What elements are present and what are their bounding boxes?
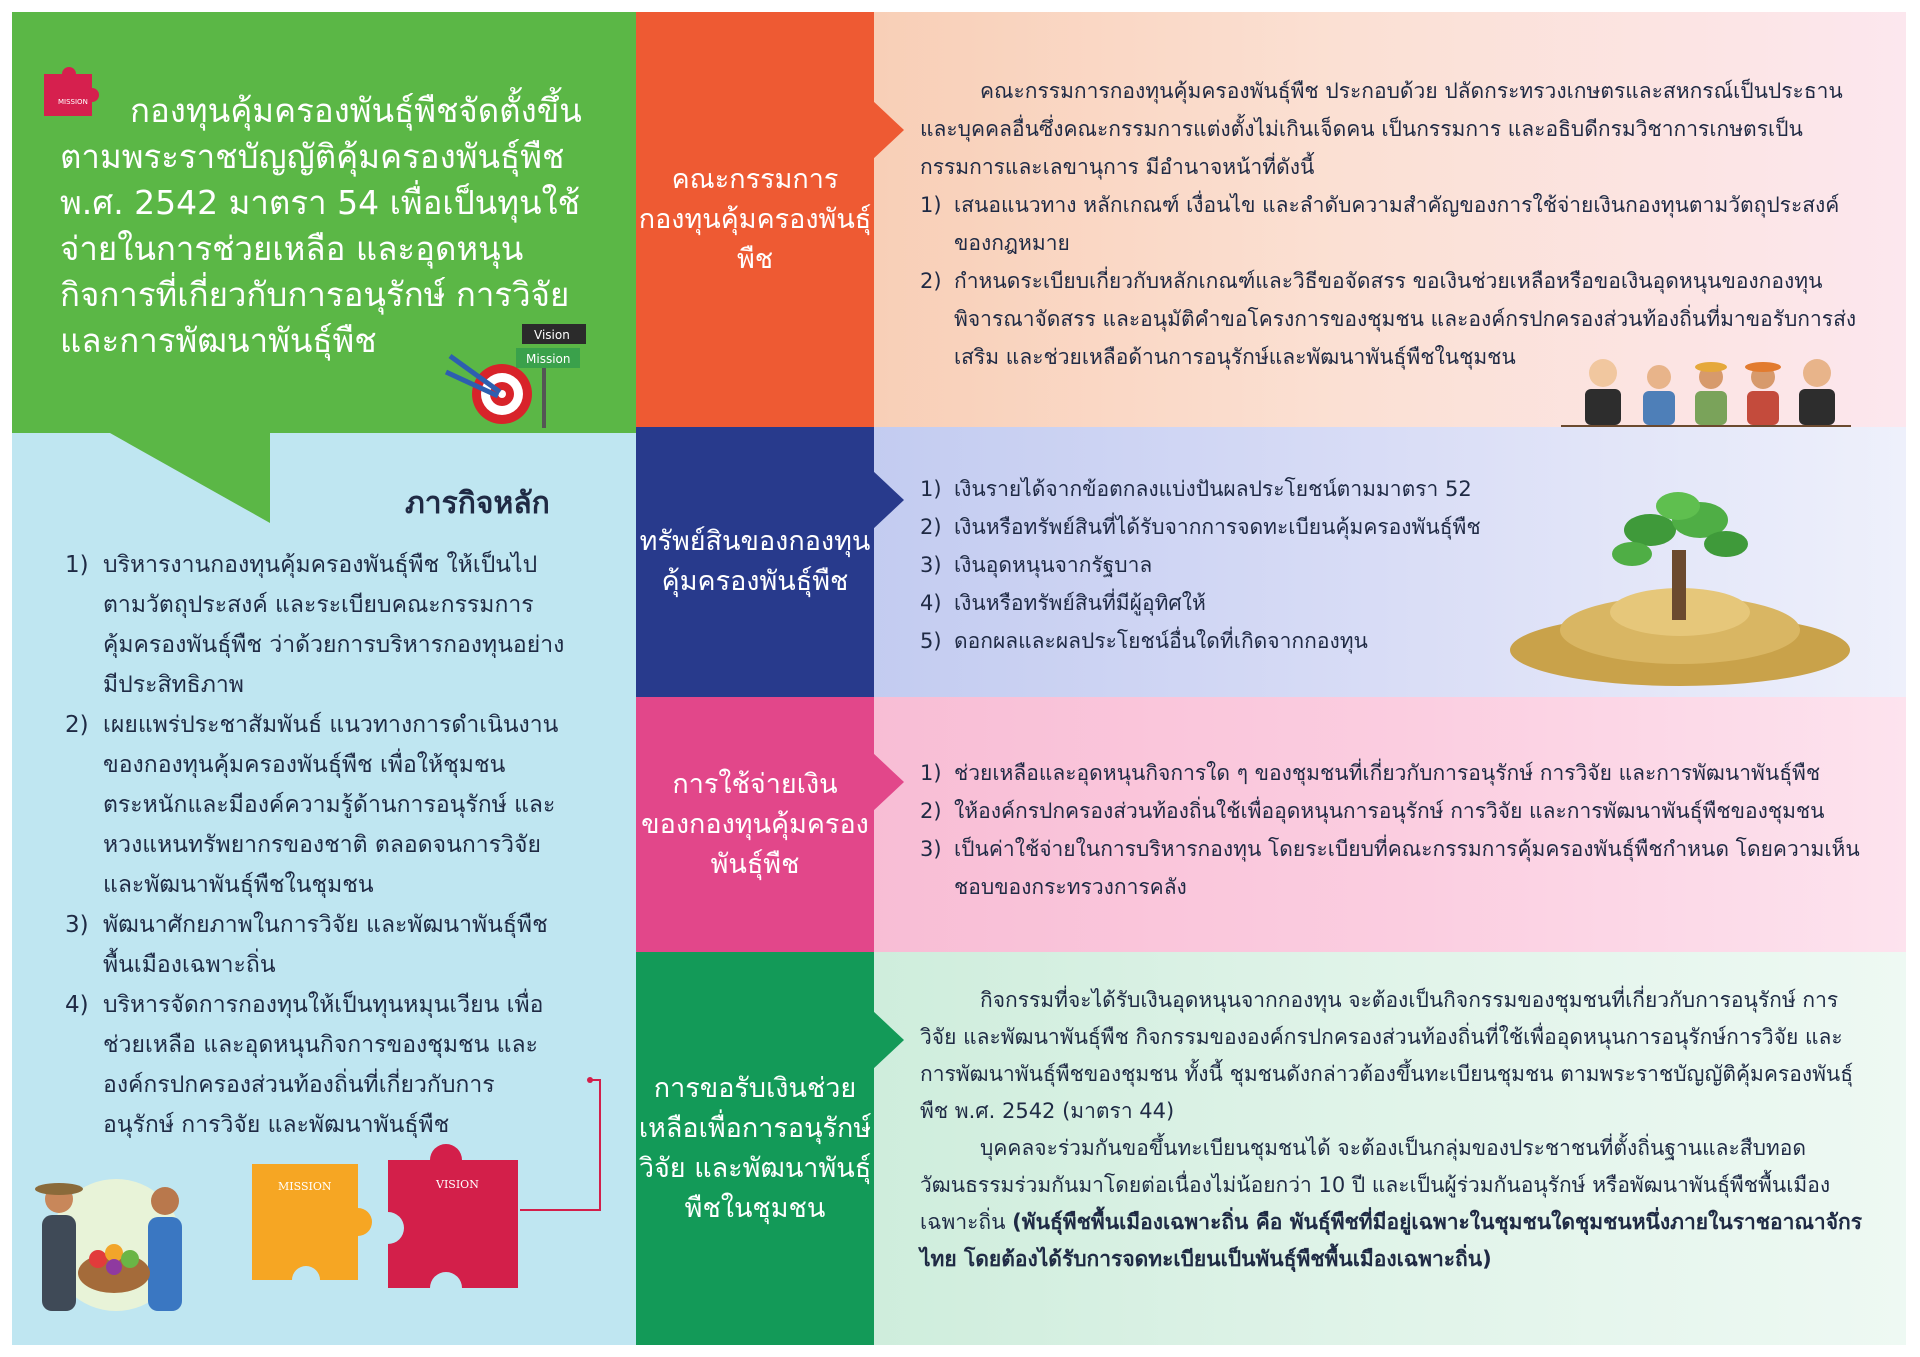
item-number: 4) — [920, 591, 942, 615]
committee-label: คณะกรรมการกองทุนคุ้มครองพันธุ์พืช — [636, 12, 874, 427]
item-number: 3) — [920, 837, 942, 861]
spending-list — [920, 754, 1865, 906]
item-text: ดอกผลและผลประโยชน์อื่นใดที่เกิดจากกองทุน — [954, 629, 1368, 653]
spending-content — [920, 754, 1865, 906]
item-text: ช่วยเหลือและอุดหนุนกิจการใด ๆ ของชุมชนที่เกี่ยวกับการอนุรักษ์ การวิจัย และการพัฒนาพันธุ์พืช — [954, 761, 1821, 785]
spending-label: การใช้จ่ายเงินของกองทุนคุ้มครองพันธุ์พืช — [636, 697, 874, 952]
committee-content — [920, 72, 1865, 376]
people-with-produce-illustration — [28, 1155, 198, 1315]
vision-puzzle-label: VISION — [436, 1178, 479, 1191]
local-variety-definition: (พันธุ์พืชพื้นเมืองเฉพาะถิ่น คือ พันธุ์พืชที่มีอยู่เฉพาะในชุมชนใดชุมชนหนึ่งภายในราชอาณาจักรไทย โดยต้องได้รับการจดทะเบียนเป็นพันธุ์พืชพื้นเมืองเฉพาะถิ่น) — [920, 1210, 1863, 1271]
item-number: 2) — [920, 269, 942, 293]
connector-line — [480, 1070, 610, 1220]
puzzle-small-label: MISSION — [58, 98, 88, 106]
item-number: 3) — [920, 553, 942, 577]
missions-list — [65, 545, 565, 1145]
item-text: เป็นค่าใช้จ่ายในการบริหารกองทุน โดยระเบียบที่คณะกรรมการคุ้มครองพันธุ์พืชกำหนด โดยความเห็นชอบของกระทรวงการคลัง — [954, 837, 1860, 899]
list-item — [65, 705, 565, 905]
request-label: การขอรับเงินช่วยเหลือเพื่อการอนุรักษ์ วิจัย และพัฒนาพันธุ์พืชในชุมชน — [636, 952, 874, 1345]
mission-sign: Mission — [526, 352, 571, 366]
intro-text: กองทุนคุ้มครองพันธุ์พืชจัดตั้งขึ้นตามพระราชบัญญัติคุ้มครองพันธุ์พืช พ.ศ. 2542 มาตรา 54 เพื่อเป็นทุนใช้จ่ายในการช่วยเหลือ และอุดหนุนกิจการที่เกี่ยวกับการอนุรักษ์ การวิจัย และการพัฒนาพันธุ์พืช — [60, 91, 582, 360]
request-paragraph-2-text: บุคคลจะร่วมกันขอขึ้นทะเบียนชุมชนได้ จะต้องเป็นกลุ่มของประชาชนที่ตั้งถิ่นฐานและสืบทอดวัฒนธรรมร่วมกันมาโดยต่อเนื่องไม่น้อยกว่า 10 ปี และเป็นผู้ร่วมกันอนุรักษ์ หรือพัฒนาพันธุ์พืชพื้นเมืองเฉพาะถิ่น — [920, 1136, 1831, 1234]
item-text: กำหนดระเบียบเกี่ยวกับหลักเกณฑ์และวิธีขอจัดสรร ขอเงินช่วยเหลือหรือขอเงินอุดหนุนของกองทุนพิจารณาจัดสรร และอนุมัติคำขอโครงการของชุมชน และองค์กรปกครองส่วนท้องถิ่นที่มาขอรับการส่งเสริม และช่วยเหลือด้านการอนุรักษ์และพัฒนาพันธุ์พืชในชุมชน — [954, 269, 1857, 369]
list-item — [920, 754, 1865, 792]
item-number: 1) — [65, 552, 89, 578]
item-text: เงินหรือทรัพย์สินที่ได้รับจากการจดทะเบียนคุ้มครองพันธุ์พืช — [954, 515, 1481, 539]
request-content — [920, 982, 1865, 1278]
item-text: เสนอแนวทาง หลักเกณฑ์ เงื่อนไข และลำดับความสำคัญของการใช้จ่ายเงินกองทุนตามวัตถุประสงค์ของกฎหมาย — [954, 193, 1840, 255]
request-paragraph-2 — [920, 1130, 1865, 1278]
target-dart-icon — [430, 320, 590, 430]
list-item — [65, 545, 565, 705]
item-number: 1) — [920, 193, 942, 217]
list-item — [920, 830, 1865, 906]
item-number: 1) — [920, 477, 942, 501]
item-number: 4) — [65, 992, 89, 1018]
vision-sign: Vision — [534, 328, 570, 342]
item-number: 2) — [920, 799, 942, 823]
assets-label: ทรัพย์สินของกองทุนคุ้มครองพันธุ์พืช — [636, 427, 874, 697]
item-text: เงินรายได้จากข้อตกลงแบ่งปันผลประโยชน์ตามมาตรา 52 — [954, 477, 1472, 501]
money-tree-coins-illustration — [1500, 490, 1860, 690]
item-text: บริหารงานกองทุนคุ้มครองพันธุ์พืช ให้เป็นไปตามวัตถุประสงค์ และระเบียบคณะกรรมการคุ้มครองพันธุ์พืช ว่าด้วยการบริหารกองทุนอย่างมีประสิทธิภาพ — [103, 552, 565, 698]
request-paragraph-1: กิจกรรมที่จะได้รับเงินอุดหนุนจากกองทุน จะต้องเป็นกิจกรรมของชุมชนที่เกี่ยวกับการอนุรักษ์ การวิจัย และพัฒนาพันธุ์พืช กิจกรรมขององค์กรปกครองส่วนท้องถิ่นที่ใช้เพื่ออุดหนุนการอนุรักษ์การวิจัย และการพัฒนาพันธุ์พืชของชุมชน ทั้งนี้ ชุมชนดังกล่าวต้องขึ้นทะเบียนชุมชน ตามพระราชบัญญัติคุ้มครองพันธุ์พืช พ.ศ. 2542 (มาตรา 44) — [920, 988, 1854, 1123]
list-item — [920, 186, 1865, 262]
item-number: 2) — [920, 515, 942, 539]
item-number: 2) — [65, 712, 89, 738]
item-text: เงินหรือทรัพย์สินที่มีผู้อุทิศให้ — [954, 591, 1206, 615]
item-text: เงินอุดหนุนจากรัฐบาล — [954, 553, 1153, 577]
item-number: 3) — [65, 912, 89, 938]
list-item — [920, 792, 1865, 830]
item-text: เผยแพร่ประชาสัมพันธ์ แนวทางการดำเนินงานของกองทุนคุ้มครองพันธุ์พืช เพื่อให้ชุมชนตระหนักและมีองค์ความรู้ด้านการอนุรักษ์ และหวงแหนทรัพยากรของชาติ ตลอดจนการวิจัย และพัฒนาพันธุ์พืชในชุมชน — [103, 712, 559, 898]
item-text: ให้องค์กรปกครองส่วนท้องถิ่นใช้เพื่ออุดหนุนการอนุรักษ์ การวิจัย และการพัฒนาพันธุ์พืชของชุมชน — [954, 799, 1825, 823]
committee-intro: คณะกรรมการกองทุนคุ้มครองพันธุ์พืช ประกอบด้วย ปลัดกระทรวงเกษตรและสหกรณ์เป็นประธาน และบุคคลอื่นซึ่งคณะกรรมการแต่งตั้งไม่เกินเจ็ดคน เป็นกรรมการ และอธิบดีกรมวิชาการเกษตรเป็นกรรมการและเลขานุการ มีอำนาจหน้าที่ดังนี้ — [920, 79, 1843, 179]
item-text: บริหารจัดการกองทุนให้เป็นทุนหมุนเวียน เพื่อช่วยเหลือ และอุดหนุนกิจการของชุมชน และองค์กรปกครองส่วนท้องถิ่นที่เกี่ยวกับการอนุรักษ์ การวิจัย และพัฒนาพันธุ์พืช — [103, 992, 544, 1138]
list-item — [65, 905, 565, 985]
missions-heading: ภารกิจหลัก — [405, 486, 550, 521]
mission-puzzle-label: MISSION — [278, 1180, 332, 1193]
item-number: 1) — [920, 761, 942, 785]
mission-puzzle-piece — [248, 1150, 378, 1300]
item-text: พัฒนาศักยภาพในการวิจัย และพัฒนาพันธุ์พืชพื้นเมืองเฉพาะถิ่น — [103, 912, 548, 978]
item-number: 5) — [920, 629, 942, 653]
